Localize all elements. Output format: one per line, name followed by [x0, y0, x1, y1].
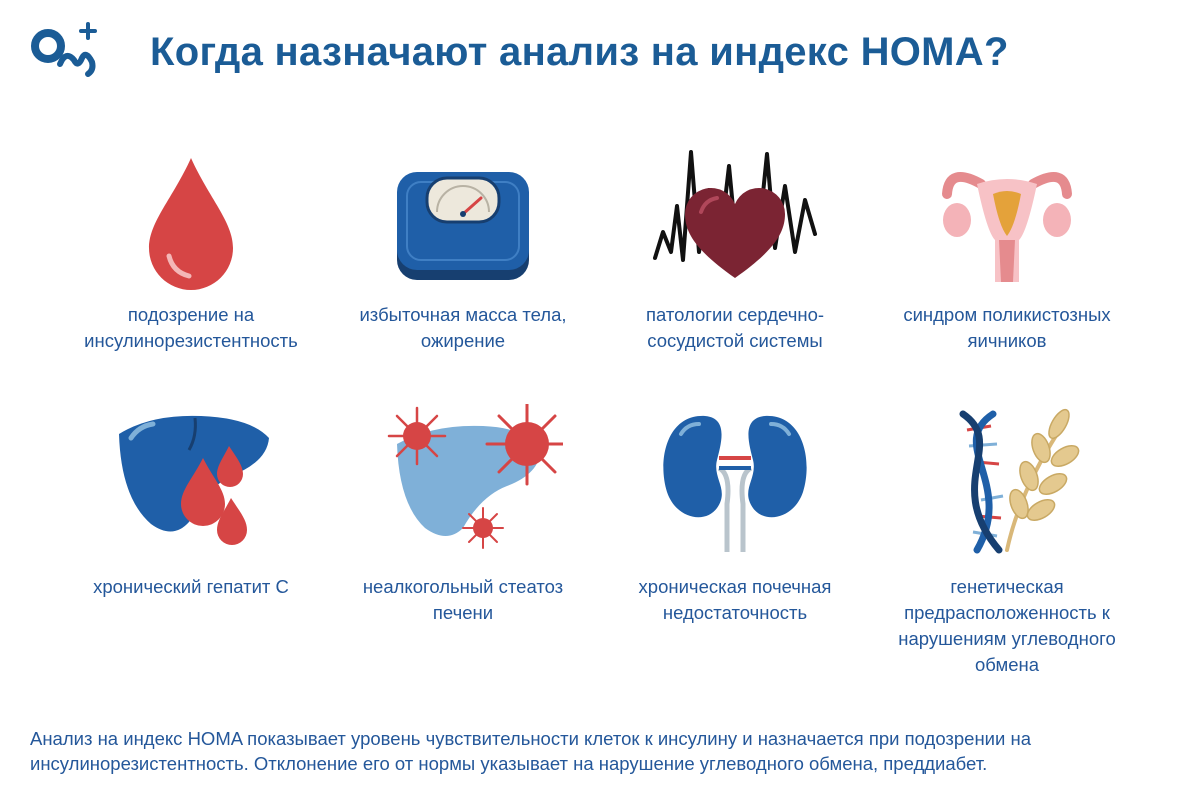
indication-caption: подозрение на инсулинорезистентность — [84, 304, 298, 351]
indication-caption: патологии сердечно-сосудистой системы — [645, 304, 825, 351]
indication-caption: избыточная масса тела, ожирение — [359, 304, 567, 351]
indication-steatosis — [327, 404, 599, 704]
indication-caption: синдром поликистозных яичников — [903, 304, 1111, 351]
kidneys-icon — [635, 404, 835, 554]
indication-cardiovascular — [599, 140, 871, 404]
brand-logo-icon — [30, 20, 102, 82]
page-title: Когда назначают анализ на индекс HOMA? — [150, 30, 1009, 74]
heart-pulse-icon — [635, 140, 835, 290]
indication-caption: хроническая почечная недостаточность — [638, 576, 832, 623]
blood-drop-icon — [91, 140, 291, 290]
indication-hepatitis-c — [55, 404, 327, 704]
indications-row-2 — [55, 404, 1145, 704]
liver-virus-icon — [363, 404, 563, 554]
indication-kidney-failure — [599, 404, 871, 704]
footer-description: Анализ на индекс HOMA показывает уровень чувствительности клеток к инсулину и назначается при подозрении на инсулинорезистентность. Отклонение его от нормы указывает на нарушение углеводного обмена, преддиабет. — [30, 728, 1031, 774]
indication-caption: хронический гепатит С — [93, 576, 289, 597]
indication-pcos — [871, 140, 1143, 404]
liver-blood-icon — [91, 404, 291, 554]
indication-insulin-resistance — [55, 140, 327, 404]
uterus-icon — [907, 140, 1107, 290]
dna-wheat-icon — [907, 404, 1107, 554]
indications-grid — [55, 140, 1145, 704]
indications-row-1 — [55, 140, 1145, 404]
scale-icon — [363, 140, 563, 290]
indication-obesity — [327, 140, 599, 404]
indication-caption: неалкогольный стеатоз печени — [362, 576, 564, 623]
indication-caption: генетическая предрасположенность к нарушениям углеводного обмена — [898, 576, 1116, 675]
indication-genetic — [871, 404, 1143, 704]
